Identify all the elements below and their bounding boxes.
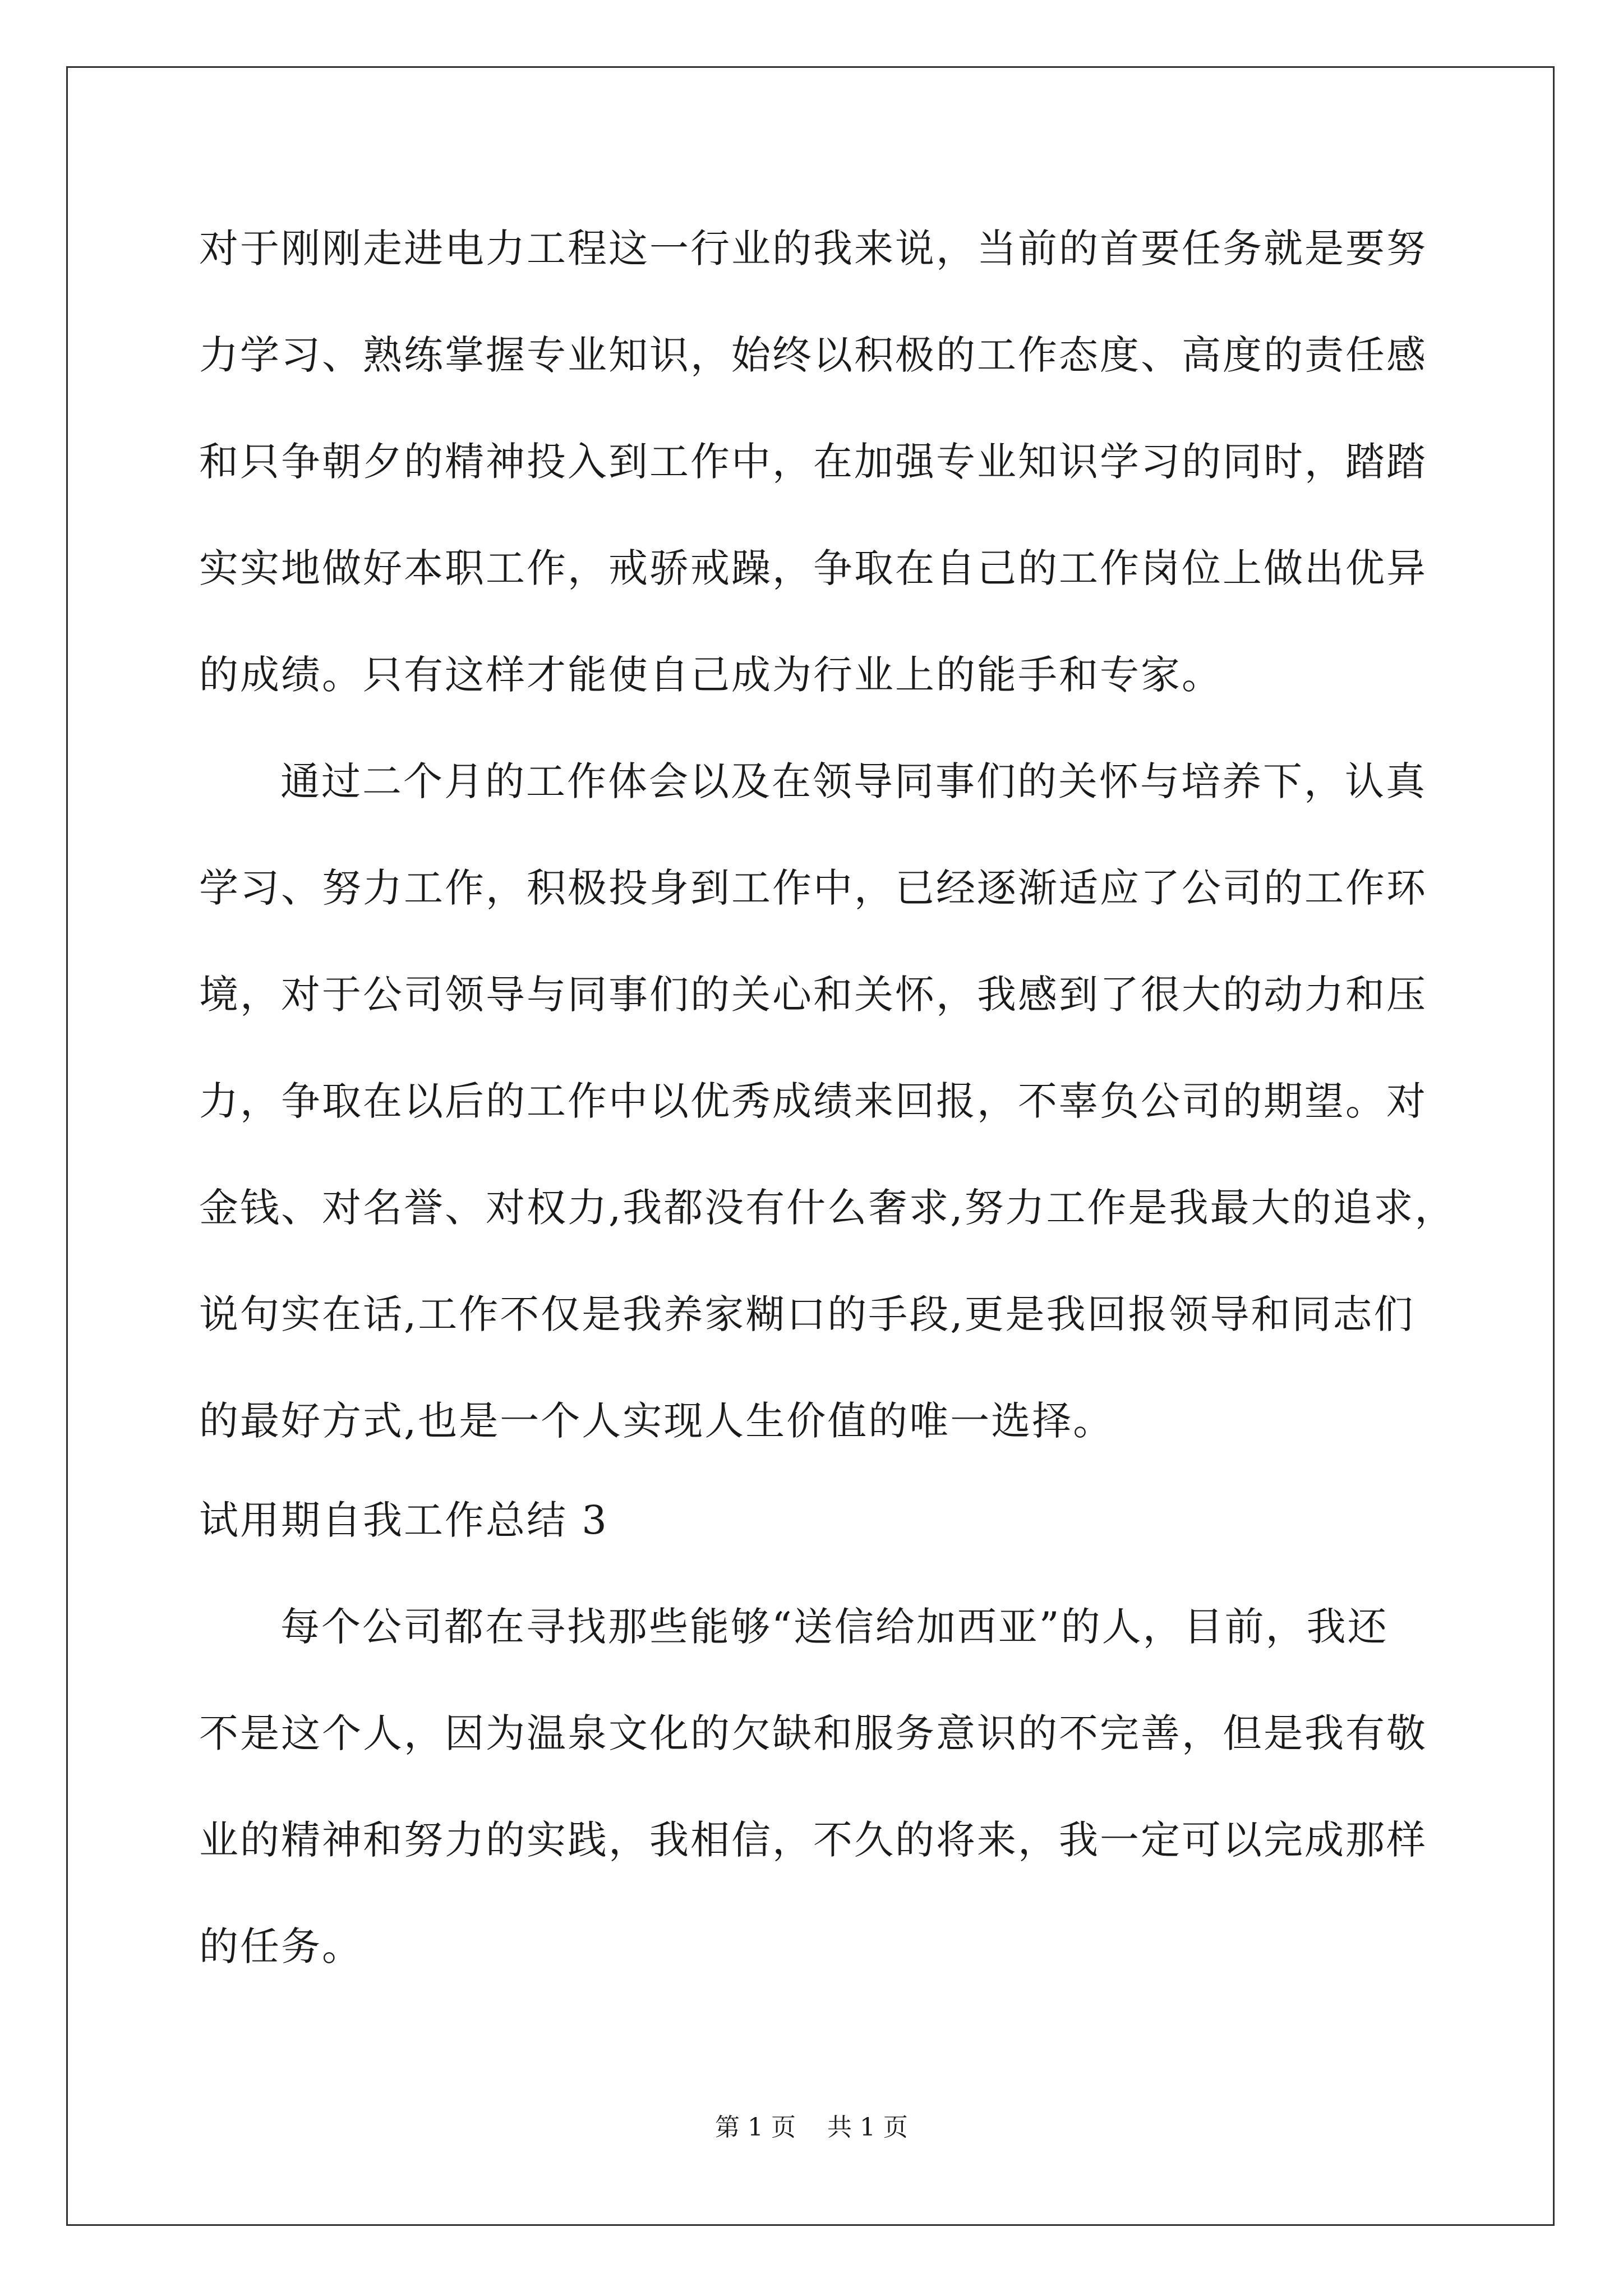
section-heading: 试用期自我工作总结 3 — [199, 1497, 608, 1543]
text-line: 业的精神和努力的实践，我相信，不久的将来，我一定可以完成那样 — [199, 1817, 1427, 1863]
text-line: 境，对于公司领导与同事们的关心和关怀，我感到了很大的动力和压 — [199, 972, 1427, 1018]
page-frame — [66, 66, 1555, 2226]
text-line: 力学习、熟练掌握专业知识，始终以积极的工作态度、高度的责任感 — [199, 332, 1427, 378]
text-line: 的最好方式,也是一个人实现人生价值的唯一选择。 — [199, 1398, 1114, 1444]
text-line: 不是这个人，因为温泉文化的欠缺和服务意识的不完善，但是我有敬 — [199, 1710, 1427, 1756]
text-line: 对于刚刚走进电力工程这一行业的我来说，当前的首要任务就是要努 — [199, 226, 1427, 272]
text-line: 的成绩。只有这样才能使自己成为行业上的能手和专家。 — [199, 652, 1223, 698]
text-line: 通过二个月的工作体会以及在领导同事们的关怀与培养下，认真 — [280, 758, 1427, 804]
text-line: 的任务。 — [199, 1924, 363, 1970]
text-line: 说句实在话,工作不仅是我养家糊口的手段,更是我回报领导和同志们 — [199, 1291, 1415, 1337]
text-line: 力，争取在以后的工作中以优秀成绩来回报，不辜负公司的期望。对 — [199, 1078, 1427, 1124]
page-footer: 第 1 页 共 1 页 — [715, 2113, 908, 2142]
text-line: 金钱、对名誉、对权力,我都没有什么奢求,努力工作是我最大的追求， — [199, 1185, 1456, 1231]
text-line: 学习、努力工作，积极投身到工作中，已经逐渐适应了公司的工作环 — [199, 865, 1427, 911]
text-line: 实实地做好本职工作，戒骄戒躁，争取在自己的工作岗位上做出优异 — [199, 545, 1427, 591]
text-line: 每个公司都在寻找那些能够“送信给加西亚”的人，目前，我还 — [280, 1604, 1389, 1650]
text-line: 和只争朝夕的精神投入到工作中，在加强专业知识学习的同时，踏踏 — [199, 439, 1427, 485]
